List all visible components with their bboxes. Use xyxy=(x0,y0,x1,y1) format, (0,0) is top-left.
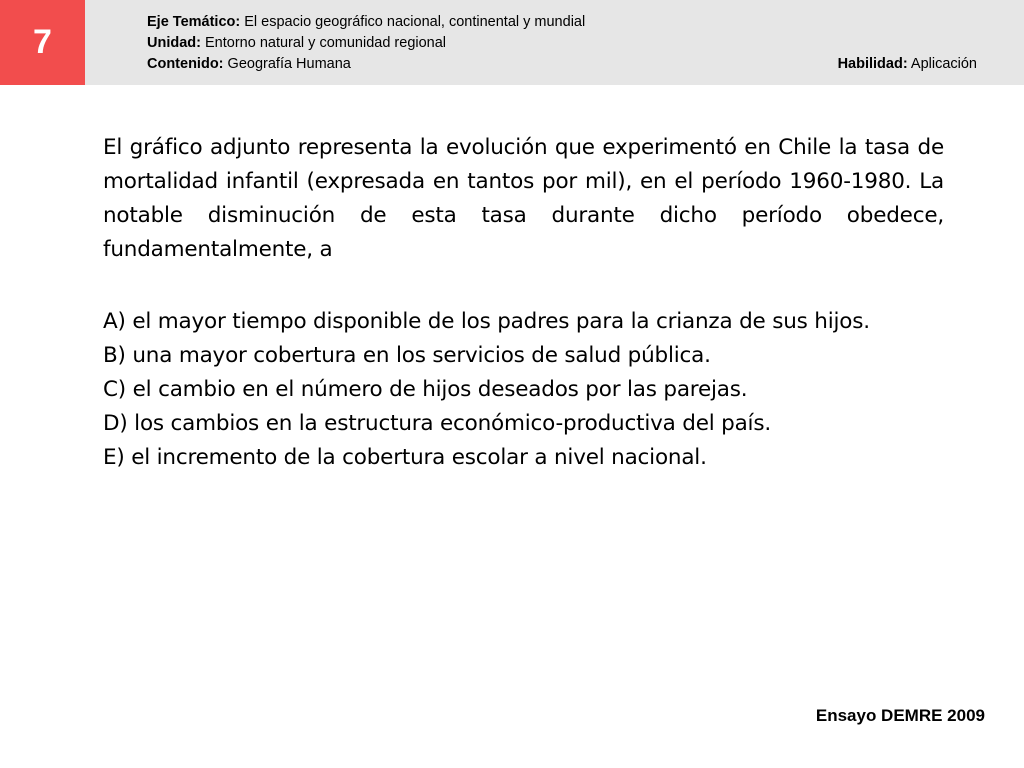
contenido-value: Geografía Humana xyxy=(227,56,351,72)
option-b[interactable]: B) una mayor cobertura en los servicios de salud pública. xyxy=(103,343,711,368)
source-label: Ensayo DEMRE 2009 xyxy=(815,706,985,725)
contenido-label: Contenido: xyxy=(147,56,224,72)
unidad xyxy=(147,35,446,52)
habilidad xyxy=(838,56,977,73)
eje-label: Eje Temático: xyxy=(147,14,241,30)
option-e[interactable]: E) el incremento de la cobertura escolar a nivel nacional. xyxy=(103,445,707,470)
eje-value: El espacio geográfico nacional, continental y mundial xyxy=(244,14,586,30)
habilidad-value: Aplicación xyxy=(910,56,977,72)
header-bar xyxy=(0,0,1024,85)
contenido xyxy=(147,56,351,73)
question-number: 7 xyxy=(0,0,85,85)
option-d[interactable]: D) los cambios en la estructura económico-productiva del país. xyxy=(103,411,771,436)
question-stem: El gráfico adjunto representa la evolución que experimentó en Chile la tasa de mortalidad infantil (expresada en tantos por mil), en el período 1960-1980. La notable disminución de esta tasa durante dicho período obedece, fundamentalmente, a xyxy=(103,135,944,262)
unidad-value: Entorno natural y comunidad regional xyxy=(205,35,447,51)
eje-tematico xyxy=(147,14,585,31)
unidad-label: Unidad: xyxy=(147,35,201,51)
answer-options xyxy=(103,305,983,475)
option-a[interactable]: A) el mayor tiempo disponible de los padres para la crianza de sus hijos. xyxy=(103,309,870,334)
habilidad-label: Habilidad: xyxy=(837,56,908,72)
option-c[interactable]: C) el cambio en el número de hijos deseados por las parejas. xyxy=(103,377,748,402)
